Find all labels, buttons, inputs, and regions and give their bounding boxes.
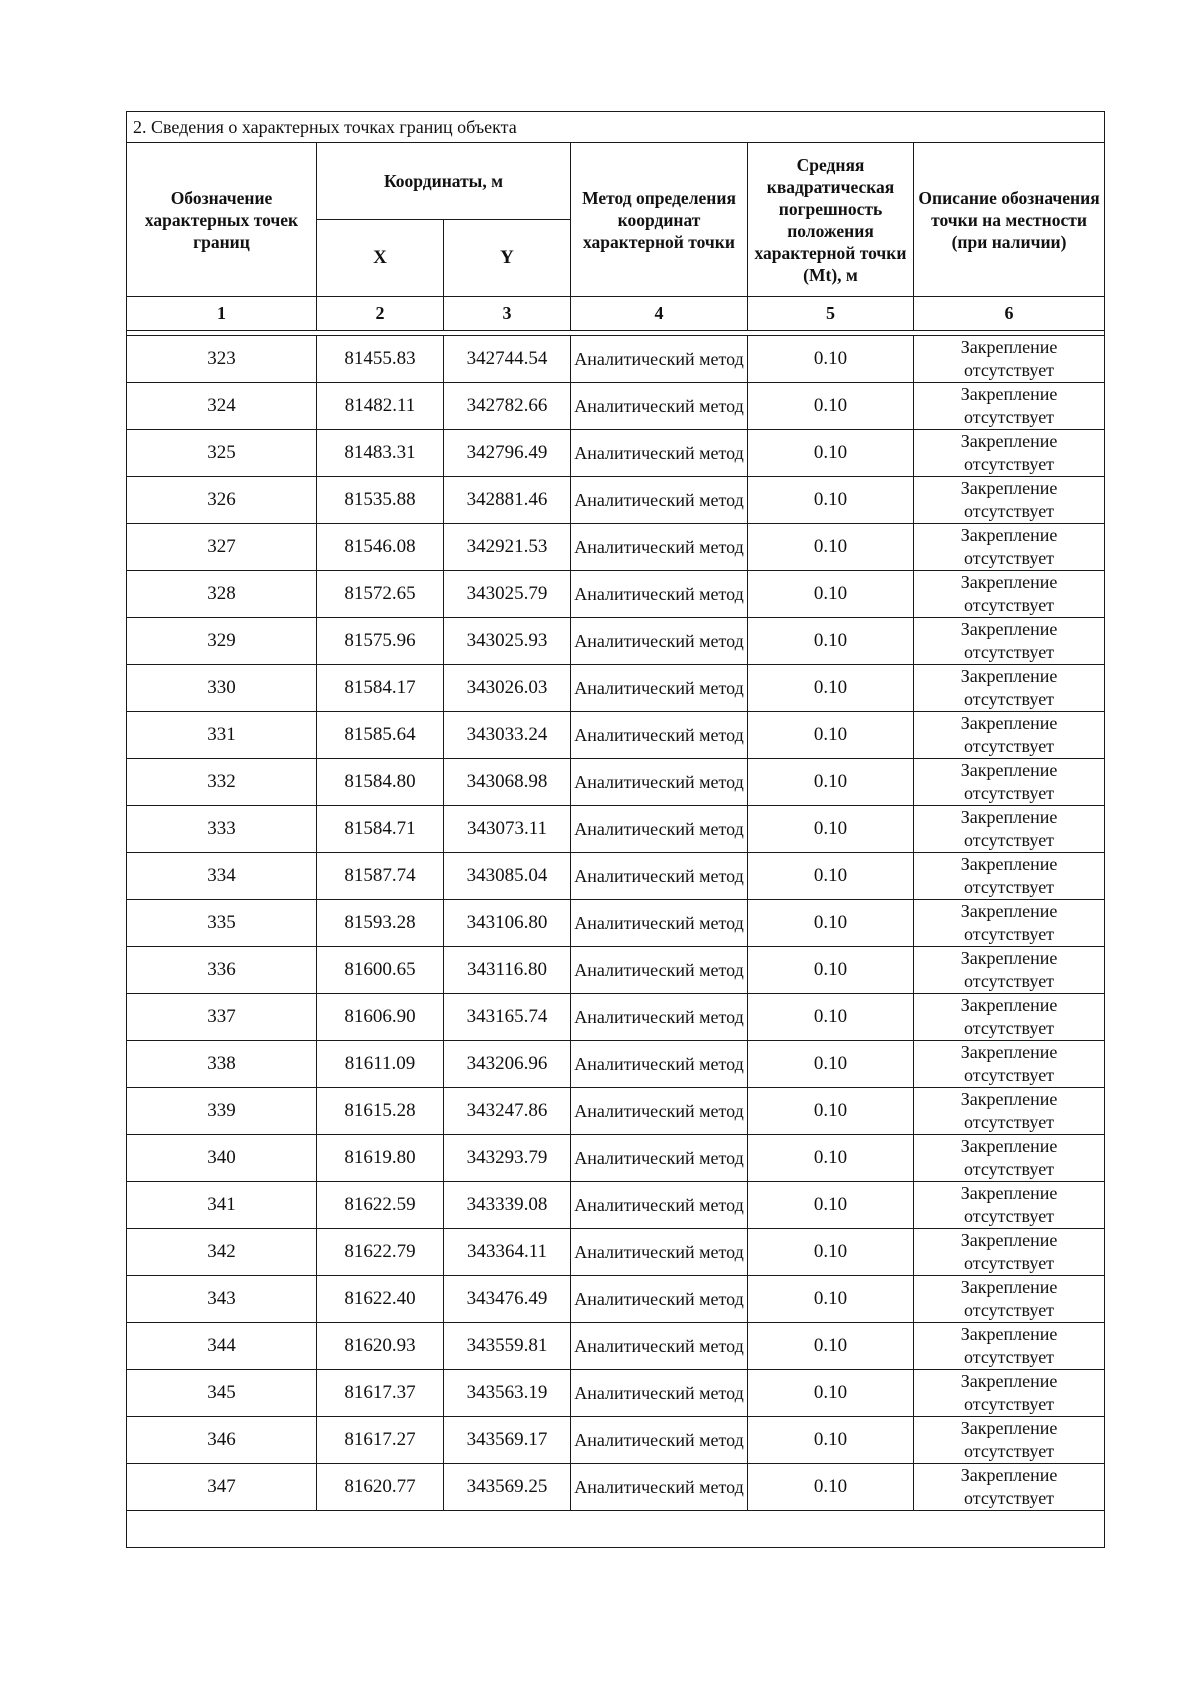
description-cell: Закрепление отсутствует: [914, 477, 1105, 524]
y-cell: 342881.46: [444, 477, 571, 524]
table-row: [127, 1417, 1105, 1464]
point-cell: 331: [127, 712, 317, 759]
header-coordinates: Координаты, м: [317, 143, 571, 220]
column-number: 2: [317, 297, 444, 331]
error-cell: 0.10: [748, 1088, 914, 1135]
y-cell: 343569.17: [444, 1417, 571, 1464]
table-row: [127, 947, 1105, 994]
point-cell: 336: [127, 947, 317, 994]
table-row: [127, 1370, 1105, 1417]
method-cell: Аналитический метод: [571, 524, 748, 571]
description-cell: Закрепление отсутствует: [914, 1041, 1105, 1088]
point-cell: 325: [127, 430, 317, 477]
point-cell: 329: [127, 618, 317, 665]
point-cell: 344: [127, 1323, 317, 1370]
method-cell: Аналитический метод: [571, 1135, 748, 1182]
table-row: [127, 336, 1105, 383]
method-cell: Аналитический метод: [571, 759, 748, 806]
table-row: [127, 1464, 1105, 1511]
error-cell: 0.10: [748, 665, 914, 712]
method-cell: Аналитический метод: [571, 712, 748, 759]
x-cell: 81584.17: [317, 665, 444, 712]
description-cell: Закрепление отсутствует: [914, 806, 1105, 853]
table-row: [127, 1229, 1105, 1276]
y-cell: 343073.11: [444, 806, 571, 853]
method-cell: Аналитический метод: [571, 1323, 748, 1370]
x-cell: 81617.37: [317, 1370, 444, 1417]
method-cell: Аналитический метод: [571, 1182, 748, 1229]
method-cell: Аналитический метод: [571, 618, 748, 665]
point-cell: 330: [127, 665, 317, 712]
column-number: 3: [444, 297, 571, 331]
point-cell: 343: [127, 1276, 317, 1323]
point-cell: 337: [127, 994, 317, 1041]
method-cell: Аналитический метод: [571, 1464, 748, 1511]
description-cell: Закрепление отсутствует: [914, 1135, 1105, 1182]
table-title: 2. Сведения о характерных точках границ объекта: [127, 112, 1105, 143]
table-row: [127, 477, 1105, 524]
description-cell: Закрепление отсутствует: [914, 336, 1105, 383]
table-row: [127, 383, 1105, 430]
x-cell: 81482.11: [317, 383, 444, 430]
error-cell: 0.10: [748, 1464, 914, 1511]
y-cell: 343339.08: [444, 1182, 571, 1229]
error-cell: 0.10: [748, 759, 914, 806]
x-cell: 81620.77: [317, 1464, 444, 1511]
table-row: [127, 524, 1105, 571]
error-cell: 0.10: [748, 1276, 914, 1323]
y-cell: 342921.53: [444, 524, 571, 571]
y-cell: 343247.86: [444, 1088, 571, 1135]
table-row: [127, 853, 1105, 900]
point-cell: 339: [127, 1088, 317, 1135]
table-row: [127, 806, 1105, 853]
y-cell: 343559.81: [444, 1323, 571, 1370]
y-cell: 343026.03: [444, 665, 571, 712]
error-cell: 0.10: [748, 900, 914, 947]
y-cell: 343563.19: [444, 1370, 571, 1417]
point-cell: 334: [127, 853, 317, 900]
x-cell: 81483.31: [317, 430, 444, 477]
point-cell: 340: [127, 1135, 317, 1182]
method-cell: Аналитический метод: [571, 477, 748, 524]
column-number: 6: [914, 297, 1105, 331]
x-cell: 81572.65: [317, 571, 444, 618]
description-cell: Закрепление отсутствует: [914, 994, 1105, 1041]
error-cell: 0.10: [748, 853, 914, 900]
x-cell: 81585.64: [317, 712, 444, 759]
method-cell: Аналитический метод: [571, 1229, 748, 1276]
method-cell: Аналитический метод: [571, 336, 748, 383]
table-row: [127, 1088, 1105, 1135]
column-number-row: [127, 297, 1105, 331]
point-cell: 346: [127, 1417, 317, 1464]
description-cell: Закрепление отсутствует: [914, 1229, 1105, 1276]
description-cell: Закрепление отсутствует: [914, 571, 1105, 618]
error-cell: 0.10: [748, 618, 914, 665]
error-cell: 0.10: [748, 430, 914, 477]
error-cell: 0.10: [748, 947, 914, 994]
header-y: Y: [444, 220, 571, 297]
description-cell: Закрепление отсутствует: [914, 947, 1105, 994]
error-cell: 0.10: [748, 1229, 914, 1276]
error-cell: 0.10: [748, 806, 914, 853]
point-cell: 338: [127, 1041, 317, 1088]
point-cell: 342: [127, 1229, 317, 1276]
description-cell: Закрепление отсутствует: [914, 900, 1105, 947]
description-cell: Закрепление отсутствует: [914, 618, 1105, 665]
table-body: [127, 331, 1105, 1548]
y-cell: 343025.93: [444, 618, 571, 665]
y-cell: 343025.79: [444, 571, 571, 618]
error-cell: 0.10: [748, 1041, 914, 1088]
error-cell: 0.10: [748, 336, 914, 383]
description-cell: Закрепление отсутствует: [914, 524, 1105, 571]
x-cell: 81546.08: [317, 524, 444, 571]
error-cell: 0.10: [748, 1323, 914, 1370]
method-cell: Аналитический метод: [571, 1276, 748, 1323]
y-cell: 343293.79: [444, 1135, 571, 1182]
y-cell: 343569.25: [444, 1464, 571, 1511]
x-cell: 81600.65: [317, 947, 444, 994]
description-cell: Закрепление отсутствует: [914, 759, 1105, 806]
description-cell: Закрепление отсутствует: [914, 1417, 1105, 1464]
method-cell: Аналитический метод: [571, 571, 748, 618]
method-cell: Аналитический метод: [571, 1417, 748, 1464]
point-cell: 333: [127, 806, 317, 853]
column-number: 5: [748, 297, 914, 331]
table-row: [127, 1135, 1105, 1182]
empty-tail-row: [127, 1511, 1105, 1548]
error-cell: 0.10: [748, 1370, 914, 1417]
column-number: 1: [127, 297, 317, 331]
x-cell: 81584.80: [317, 759, 444, 806]
point-cell: 341: [127, 1182, 317, 1229]
y-cell: 342796.49: [444, 430, 571, 477]
description-cell: Закрепление отсутствует: [914, 383, 1105, 430]
method-cell: Аналитический метод: [571, 994, 748, 1041]
table-row: [127, 759, 1105, 806]
table-row: [127, 571, 1105, 618]
x-cell: 81606.90: [317, 994, 444, 1041]
point-cell: 327: [127, 524, 317, 571]
y-cell: 342782.66: [444, 383, 571, 430]
header-error: Средняя квадратическая погрешность положения характерной точки (Mt), м: [748, 143, 914, 297]
y-cell: 342744.54: [444, 336, 571, 383]
table-row: [127, 994, 1105, 1041]
x-cell: 81593.28: [317, 900, 444, 947]
header-x: X: [317, 220, 444, 297]
table-row: [127, 1276, 1105, 1323]
error-cell: 0.10: [748, 1417, 914, 1464]
method-cell: Аналитический метод: [571, 1370, 748, 1417]
error-cell: 0.10: [748, 1182, 914, 1229]
x-cell: 81535.88: [317, 477, 444, 524]
table-row: [127, 1323, 1105, 1370]
method-cell: Аналитический метод: [571, 1088, 748, 1135]
boundary-points-table: [126, 111, 1105, 1548]
x-cell: 81622.40: [317, 1276, 444, 1323]
table-row: [127, 1182, 1105, 1229]
method-cell: Аналитический метод: [571, 947, 748, 994]
table-row: [127, 618, 1105, 665]
point-cell: 326: [127, 477, 317, 524]
table-row: [127, 712, 1105, 759]
method-cell: Аналитический метод: [571, 853, 748, 900]
point-cell: 328: [127, 571, 317, 618]
description-cell: Закрепление отсутствует: [914, 430, 1105, 477]
y-cell: 343116.80: [444, 947, 571, 994]
empty-tail-cell: [127, 1511, 1105, 1548]
description-cell: Закрепление отсутствует: [914, 1323, 1105, 1370]
description-cell: Закрепление отсутствует: [914, 1088, 1105, 1135]
x-cell: 81587.74: [317, 853, 444, 900]
error-cell: 0.10: [748, 524, 914, 571]
x-cell: 81455.83: [317, 336, 444, 383]
x-cell: 81620.93: [317, 1323, 444, 1370]
column-number: 4: [571, 297, 748, 331]
error-cell: 0.10: [748, 383, 914, 430]
error-cell: 0.10: [748, 477, 914, 524]
point-cell: 324: [127, 383, 317, 430]
y-cell: 343364.11: [444, 1229, 571, 1276]
x-cell: 81619.80: [317, 1135, 444, 1182]
method-cell: Аналитический метод: [571, 900, 748, 947]
y-cell: 343106.80: [444, 900, 571, 947]
description-cell: Закрепление отсутствует: [914, 1370, 1105, 1417]
error-cell: 0.10: [748, 712, 914, 759]
header-designation: Обозначение характерных точек границ: [127, 143, 317, 297]
table-row: [127, 665, 1105, 712]
method-cell: Аналитический метод: [571, 430, 748, 477]
description-cell: Закрепление отсутствует: [914, 665, 1105, 712]
method-cell: Аналитический метод: [571, 383, 748, 430]
x-cell: 81611.09: [317, 1041, 444, 1088]
document-page: [126, 111, 1104, 1548]
x-cell: 81622.79: [317, 1229, 444, 1276]
description-cell: Закрепление отсутствует: [914, 1182, 1105, 1229]
x-cell: 81615.28: [317, 1088, 444, 1135]
point-cell: 347: [127, 1464, 317, 1511]
method-cell: Аналитический метод: [571, 806, 748, 853]
error-cell: 0.10: [748, 1135, 914, 1182]
y-cell: 343068.98: [444, 759, 571, 806]
y-cell: 343085.04: [444, 853, 571, 900]
description-cell: Закрепление отсутствует: [914, 712, 1105, 759]
header-method: Метод определения координат характерной точки: [571, 143, 748, 297]
x-cell: 81617.27: [317, 1417, 444, 1464]
table-row: [127, 430, 1105, 477]
header-description: Описание обозначения точки на местности (при наличии): [914, 143, 1105, 297]
point-cell: 323: [127, 336, 317, 383]
point-cell: 345: [127, 1370, 317, 1417]
y-cell: 343033.24: [444, 712, 571, 759]
x-cell: 81622.59: [317, 1182, 444, 1229]
x-cell: 81584.71: [317, 806, 444, 853]
description-cell: Закрепление отсутствует: [914, 1276, 1105, 1323]
description-cell: Закрепление отсутствует: [914, 1464, 1105, 1511]
method-cell: Аналитический метод: [571, 1041, 748, 1088]
error-cell: 0.10: [748, 994, 914, 1041]
x-cell: 81575.96: [317, 618, 444, 665]
point-cell: 335: [127, 900, 317, 947]
description-cell: Закрепление отсутствует: [914, 853, 1105, 900]
table-row: [127, 1041, 1105, 1088]
method-cell: Аналитический метод: [571, 665, 748, 712]
y-cell: 343165.74: [444, 994, 571, 1041]
point-cell: 332: [127, 759, 317, 806]
y-cell: 343206.96: [444, 1041, 571, 1088]
y-cell: 343476.49: [444, 1276, 571, 1323]
error-cell: 0.10: [748, 571, 914, 618]
table-row: [127, 900, 1105, 947]
